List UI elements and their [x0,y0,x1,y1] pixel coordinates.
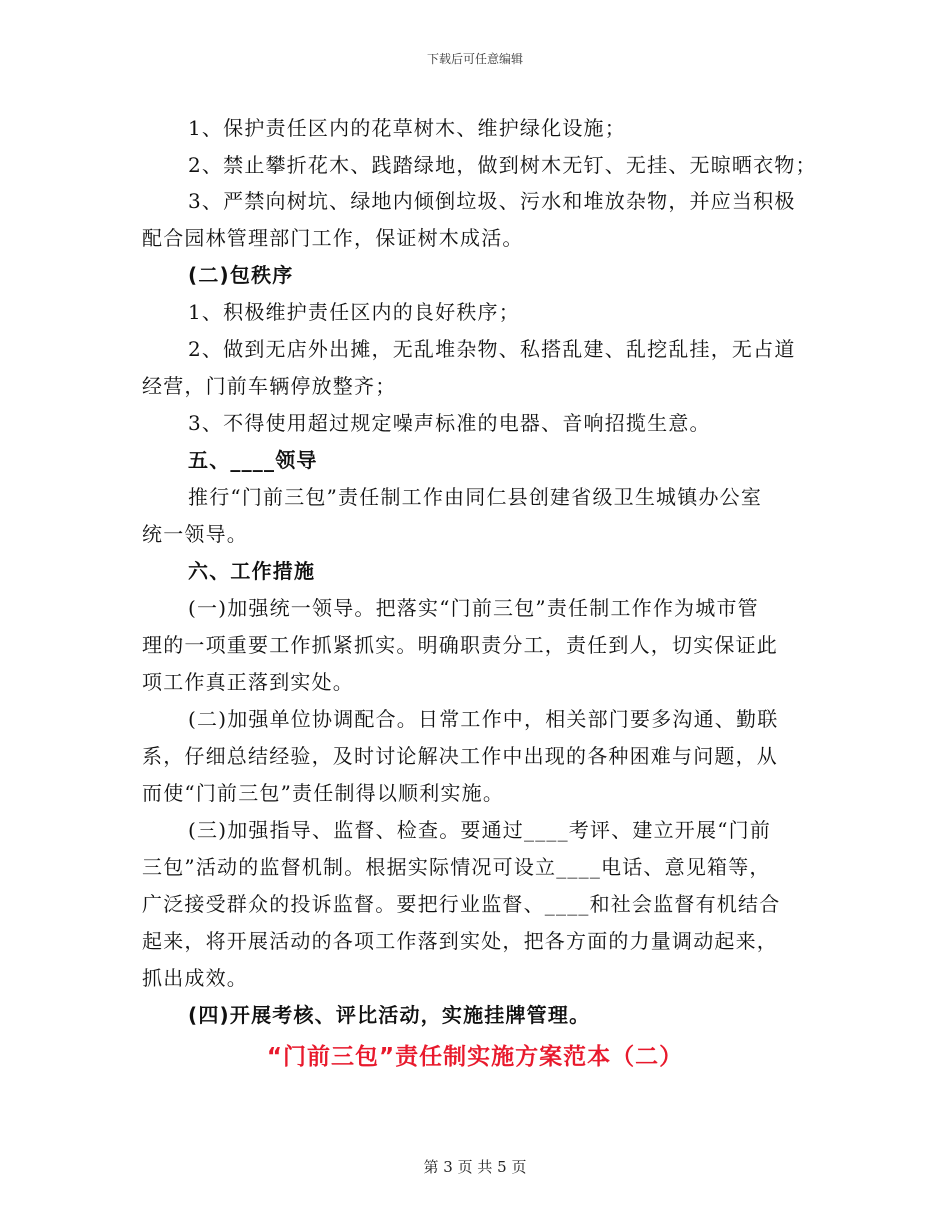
paragraph-line: 配合园林管理部门工作，保证树木成活。 [142,226,524,250]
paragraph-line: 项工作真正落到实处。 [142,670,354,694]
section-heading: 五、____领导 [188,448,318,472]
paragraph-line: 3、严禁向树坑、绿地内倾倒垃圾、污水和堆放杂物，并应当积极 [188,189,796,213]
paragraph-line: (三)加强指导、监督、检查。要通过____考评、建立开展“门前 [188,818,772,842]
subheading: (二)包秩序 [188,263,294,287]
paragraph-line: 2、禁止攀折花木、践踏绿地，做到树木无钉、无挂、无晾晒衣物； [188,153,817,177]
paragraph-line: 3、不得使用超过规定噪声标准的电器、音响招揽生意。 [188,411,711,435]
page-header: 下载后可任意编辑 [426,52,523,66]
paragraph-line: 推行“门前三包”责任制工作由同仁县创建省级卫生城镇办公室 [188,485,763,509]
paragraph-line: 理的一项重要工作抓紧抓实。明确职责分工，责任到人，切实保证此 [142,633,778,657]
subheading: (四)开展考核、评比活动，实施挂牌管理。 [188,1003,591,1027]
paragraph-line: 而使“门前三包”责任制得以顺利实施。 [142,781,505,805]
paragraph-line: (一)加强统一领导。把落实“门前三包”责任制工作作为城市管 [188,596,759,620]
paragraph-line: 系，仔细总结经验，及时讨论解决工作中出现的各种困难与问题，从 [142,744,778,768]
paragraph-line: 1、保护责任区内的花草树木、维护绿化设施； [188,116,626,140]
paragraph-line: 2、做到无店外出摊，无乱堆杂物、私搭乱建、乱挖乱挂，无占道 [188,337,796,361]
paragraph-line: 经营，门前车辆停放整齐； [142,374,397,398]
paragraph-line: (二)加强单位协调配合。日常工作中，相关部门要多沟通、勤联 [188,707,779,731]
paragraph-line: 起来，将开展活动的各项工作落到实处，把各方面的力量调动起来， [142,929,778,953]
paragraph-line: 统一领导。 [142,522,248,546]
page-footer: 第 3 页 共 5 页 [423,1158,527,1176]
paragraph-line: 抓出成效。 [142,966,248,990]
paragraph-line: 广泛接受群众的投诉监督。要把行业监督、____和社会监督有机结合 [142,892,781,916]
section-heading: 六、工作措施 [188,559,316,583]
section-title: “门前三包”责任制实施方案范本（二） [266,1044,684,1070]
paragraph-line: 三包”活动的监督机制。根据实际情况可设立____电话、意见箱等， [142,855,771,879]
paragraph-line: 1、积极维护责任区内的良好秩序； [188,300,520,324]
